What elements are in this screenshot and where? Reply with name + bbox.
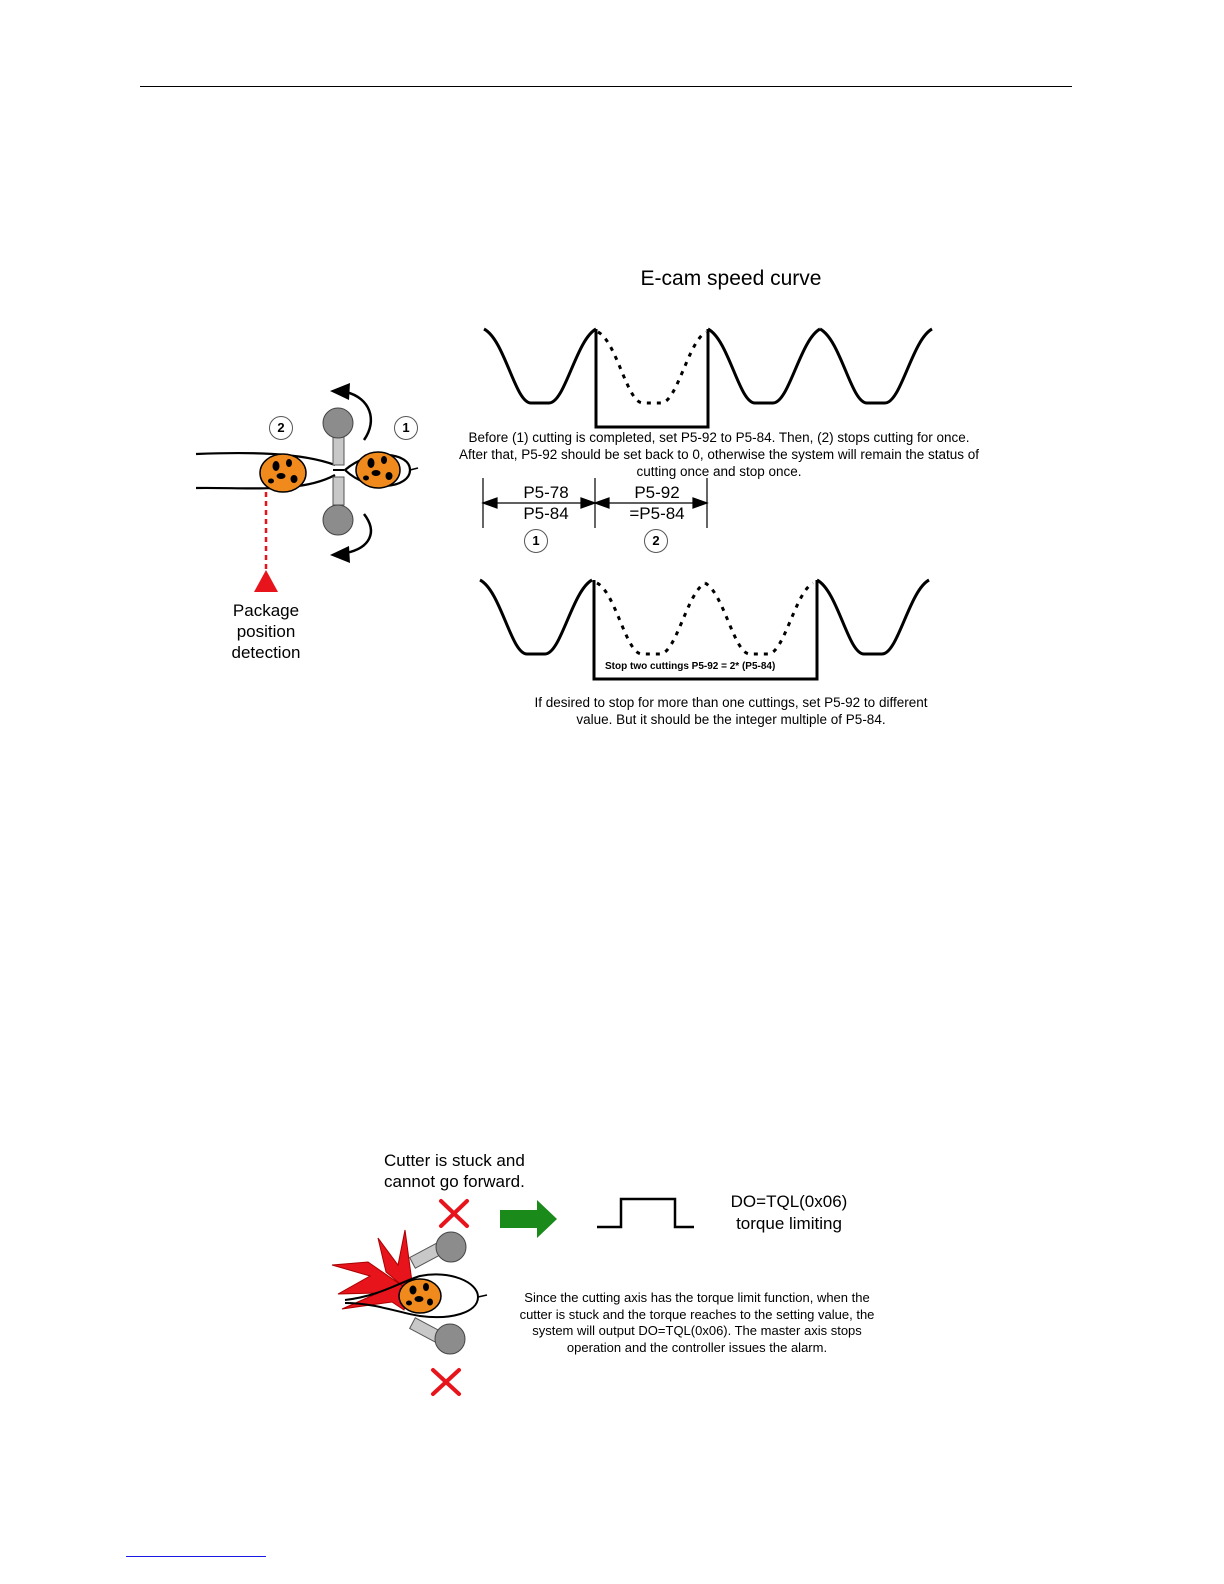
torque-limit-signal: DO=TQL(0x06) bbox=[730, 1192, 848, 1211]
cutter-rotor bbox=[323, 408, 353, 535]
torque-limit-label bbox=[714, 1191, 864, 1235]
interval-left-line2: P5-84 bbox=[523, 504, 569, 523]
cutter-bottom bbox=[410, 1318, 465, 1354]
cross-icon bbox=[441, 1201, 467, 1226]
wave-solid bbox=[484, 329, 596, 403]
detection-label: Package position detection bbox=[231, 601, 301, 662]
interval-right-label bbox=[612, 482, 702, 524]
wave-solid bbox=[820, 329, 932, 403]
cross-icon bbox=[433, 1370, 459, 1394]
footer-rule bbox=[126, 1556, 266, 1557]
stuck-package bbox=[399, 1279, 441, 1313]
torque-signal-pulse bbox=[597, 1199, 694, 1227]
interval-right-marker: 2 bbox=[644, 529, 668, 553]
note-torque-limit: Since the cutting axis has the torque limit function, when the cutter is stuck and the torque reaches to the setting value, the system will output DO=TQL(0x06). The master axis stops operation and the controller issues the alarm. bbox=[519, 1290, 875, 1355]
stop-two-cuttings-label: Stop two cuttings P5-92 = 2* (P5-84) bbox=[605, 661, 776, 672]
marker-2: 2 bbox=[269, 416, 293, 440]
speed-curve-top bbox=[484, 329, 932, 427]
interval-left-marker: 1 bbox=[524, 529, 548, 553]
cutting-station bbox=[196, 383, 418, 592]
interval-left-label bbox=[510, 482, 582, 524]
package-left bbox=[260, 454, 306, 492]
wave-solid bbox=[480, 580, 592, 654]
interval-right-line2: =P5-84 bbox=[629, 504, 685, 523]
cutter-top bbox=[410, 1232, 466, 1268]
interval-left-line1: P5-78 bbox=[523, 483, 569, 502]
green-arrow-icon bbox=[500, 1200, 557, 1238]
cutter-stuck-label: Cutter is stuck and cannot go forward. bbox=[384, 1151, 525, 1191]
package-right bbox=[356, 452, 400, 488]
wave-solid bbox=[708, 329, 820, 403]
note-multiple-stops: If desired to stop for more than one cuttings, set P5-92 to different value. But it should be the integer multiple of P5-84. bbox=[534, 695, 928, 727]
wave-dashed-pair bbox=[597, 583, 813, 654]
stop-window bbox=[596, 329, 708, 427]
interval-right-line1: P5-92 bbox=[634, 483, 680, 502]
marker-1: 1 bbox=[394, 416, 418, 440]
e-cam-speed-curve-title: E-cam speed curve bbox=[640, 267, 822, 290]
wave-dashed bbox=[598, 332, 706, 403]
wave-solid bbox=[817, 580, 929, 654]
detection-sensor-icon bbox=[254, 570, 278, 592]
torque-limit-text: torque limiting bbox=[736, 1214, 842, 1233]
note-stop-once: Before (1) cutting is completed, set P5-92 to P5-84. Then, (2) stops cutting for once. After that, P5-92 should be set back to 0, otherwise the system will remain the status of cutting once and stop once. bbox=[458, 430, 979, 479]
